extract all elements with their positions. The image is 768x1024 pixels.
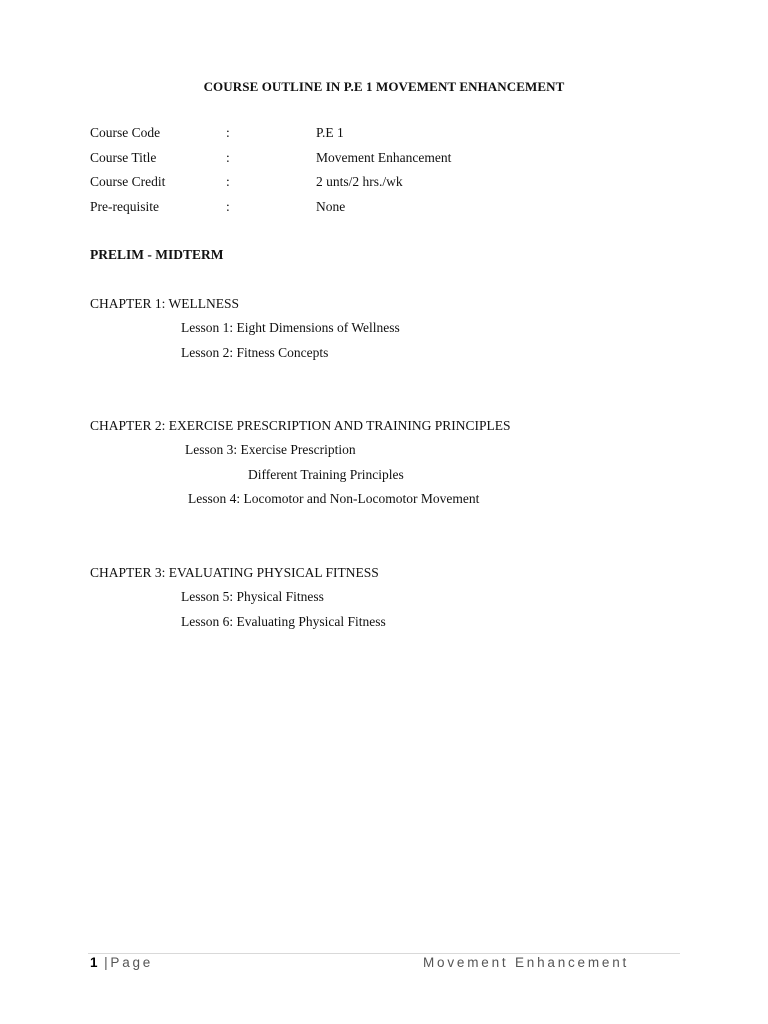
page-footer-left bbox=[90, 955, 153, 970]
course-title-value: Movement Enhancement bbox=[316, 150, 452, 165]
chapter-2-heading: CHAPTER 2: EXERCISE PRESCRIPTION AND TRAINING PRINCIPLES bbox=[90, 418, 511, 433]
chapter-3-heading: CHAPTER 3: EVALUATING PHYSICAL FITNESS bbox=[90, 565, 379, 580]
course-code-label: Course Code bbox=[90, 125, 161, 140]
document-title: COURSE OUTLINE IN P.E 1 MOVEMENT ENHANCEMENT bbox=[203, 79, 565, 94]
section-heading: PRELIM - MIDTERM bbox=[90, 247, 224, 262]
course-credit-sep: : bbox=[226, 174, 230, 189]
page-number: 1 bbox=[90, 955, 98, 970]
footer-doc-title: Movement Enhancement bbox=[423, 955, 630, 970]
course-code-sep: : bbox=[226, 125, 230, 140]
course-title-label: Course Title bbox=[90, 150, 157, 165]
prerequisite-value: None bbox=[316, 199, 346, 214]
page-label: Page bbox=[110, 955, 154, 970]
lesson-line: Different Training Principles bbox=[248, 467, 404, 482]
lesson-line: Lesson 6: Evaluating Physical Fitness bbox=[181, 614, 386, 629]
course-credit-value: 2 unts/2 hrs./wk bbox=[316, 174, 403, 189]
footer-divider bbox=[88, 953, 680, 954]
course-title-sep: : bbox=[226, 150, 230, 165]
course-credit-label: Course Credit bbox=[90, 174, 166, 189]
chapter-1-heading: CHAPTER 1: WELLNESS bbox=[90, 296, 240, 311]
course-code-value: P.E 1 bbox=[316, 125, 344, 140]
lesson-line: Lesson 5: Physical Fitness bbox=[181, 589, 324, 604]
footer-separator: | bbox=[104, 955, 111, 970]
lesson-line: Lesson 4: Locomotor and Non-Locomotor Movement bbox=[188, 491, 480, 506]
lesson-line: Lesson 1: Eight Dimensions of Wellness bbox=[181, 320, 400, 335]
prerequisite-label: Pre-requisite bbox=[90, 199, 159, 214]
lesson-line: Lesson 2: Fitness Concepts bbox=[181, 345, 329, 360]
lesson-line: Lesson 3: Exercise Prescription bbox=[185, 442, 356, 457]
prerequisite-sep: : bbox=[226, 199, 230, 214]
